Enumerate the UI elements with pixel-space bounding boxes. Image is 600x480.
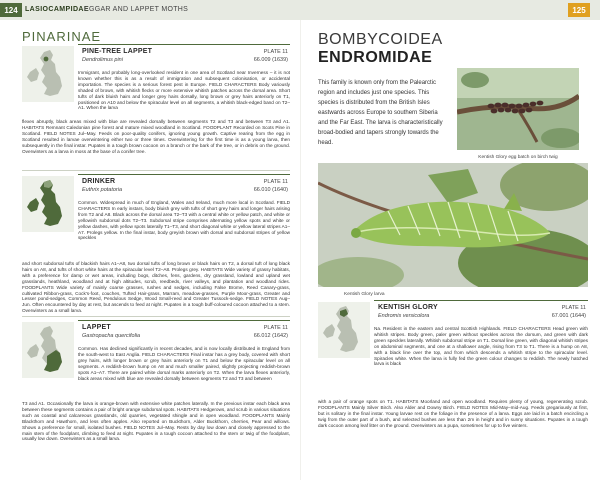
species-latin-name: Euthrix potatoria — [82, 187, 123, 193]
plate-reference: PLATE 11 — [561, 305, 586, 311]
larva-caption: Kentish Glory larva — [344, 292, 385, 297]
page-number-right: 125 — [568, 3, 590, 17]
section-divider — [22, 170, 290, 171]
distribution-map-icon — [318, 302, 370, 358]
species-entry-pine-tree-lappet — [22, 44, 290, 194]
species-name: KENTISH GLORY — [378, 304, 438, 311]
egg-batch-photo — [457, 68, 579, 150]
species-name: DRINKER — [82, 178, 116, 185]
section-divider — [22, 316, 290, 317]
plate-reference: PLATE 11 — [263, 179, 288, 185]
species-header — [78, 174, 290, 198]
species-name: LAPPET — [82, 324, 111, 331]
family-heading: ENDROMIDAE — [318, 49, 433, 66]
species-latin-name: Dendrolimus pini — [82, 57, 123, 63]
species-description-top: Immigrant, and probably long-overlooked resident in one area of Scotland near Inverness – it is not known whether this is as a result of immigration and subsequent colonisation, or accidental importation. The species is a serious forest pest in Europe. FIELD CHARACTERS Body variously shaded of brown, with whitish flecks or more extensive whitish patches across the dorsal area. Short tufts of dark bluish hairs and longer grey hairs dorsally, long brown or grey hairs anteriorly on T1, positioned on A10 and below the spiracular level on all segments, a whitish black-edged band on T2–A1. When the larva — [78, 70, 290, 111]
species-entry-lappet — [22, 320, 290, 470]
species-name: PINE-TREE LAPPET — [82, 48, 153, 55]
species-description-top: Na. Resident in the eastern and central Scottish Highlands. FIELD CHARACTERS Head green with whitish stripes. Body green, paler green without speckles across the dorsum, and green with dark green speckles laterally. Whitish subdorsal stripe on T1. Dorsal line green, with diagonal whitish stripes on abdominal segments, and one at a shallower angle, rising from T3 to T1. There is a hump on A8, with a black line over the top, and from which descends a whitish stripe to the spiracular level. Spiracles white. When the larva is fully fed the green colour changes to reddish. The newly hatched larva is black — [374, 326, 588, 367]
species-entry-kentish-glory — [318, 300, 588, 470]
header-subtitle: EGGAR AND LAPPET MOTHS — [84, 6, 189, 13]
distribution-map-icon — [22, 322, 74, 378]
plate-reference: PLATE 11 — [263, 325, 288, 331]
species-description: and short subdorsal tufts of blackish hairs A1–A8, two dorsal tufts of long brown or black hairs on T2, a dorsal tuft of long black hairs on A8, and tufts of short white hairs at the spiracular level T2–A8. Prolegs grey. HABITATS Wide variety of grassy habitats, with a preference for damp or wet areas, including bogs, ditches, fens, gardens, dry grassland, lowland and upland wet grasslands, heathland, woodland and at high altitudes, scrub, reedbeds, river valleys, and plantation and woodland rides. FOODPLANTS Wide variety of mainly coarse grasses, rushes and sedges, including False Brome, Reed Canary-grass, cultivated Ribbon-grass, Cock's-foot, couches, Tufted Hair-grass, Marram, meadow-grasses, Purple Moor-grass, Greater and Lesser pond-sedges, Common Reed, Pendulous Sedge, Wood Small-reed and Greater Tussock-sedge. FIELD NOTES Aug–Jun. Often encountered by day at rest, but ascends to feed at night. Pupates in a tough buff-coloured cocoon attached to a stem. Overwinters as a small larva. — [22, 261, 290, 313]
distribution-map-icon — [22, 176, 74, 232]
species-description-top: Common. Has declined significantly in recent decades, and is now locally distributed in England from the south-west to East Anglia. FIELD CHARACTERS Final instar has a grey body, covered with short grey hairs, with longer brown or grey hairs anteriorly on T1 and below the spiracular level on all segments. A reddish-brown hump on A8 and much smaller paired, slightly projecting reddish-brown spots A1–A7. There are paired white dorsal marks anteriorly on T2. When the larva flexes anteriorly, black areas mixed with blue are revealed dorsally between segments T2 and T3 and between — [78, 346, 290, 381]
species-description-top: Common. Widespread in much of England, Wales and Ireland, much more local in Scotland. FIELD CHARACTERS In early instars, body bluish grey with tufts of short grey hairs and longer hairs arising from T2 and A8. Black across the dorsal area T2–T3 with a central white or yellow patch, and white or yellowish subdorsal dots T2–T3. Subdorsal stripe comprises alternating yellow spots and white or yellow dashes, with yellow spots laterally T1–T3, and short diagonal white or yellow lateral stripes A1–A7. Prolegs yellow. In the final instar, body greyish brown with dorsal and subdorsal stripes of yellow speckles — [78, 200, 290, 241]
egg-batch-caption: Kentish Glory egg batch on birch twig — [478, 155, 558, 160]
species-latin-name: Endromis versicolora — [378, 313, 430, 319]
species-code: 66.012 (1642) — [253, 333, 288, 339]
species-header — [78, 44, 290, 68]
species-description: flexes abruptly, black areas mixed with blue are revealed dorsally between segments T2 and T3 and between T3 and A1. HABITATS Remnant Caledonian pine forest and mature mixed woodland in Scotland. FOODPLANT Recorded on Scots Pine in Scotland. FIELD NOTES Jul–May. Feeds on poor-quality conifers, ignoring young growth. Captive rearing from the egg in Scotland resulted in larvae overwintering either two or three times. Overwintering for the first time is as a young larva, then subsequently in the final instar. Pupates in a tough brown cocoon on a branch or the bark of the tree, or in debris on the ground. Overwinters as a larva in moss at the base of a conifer tree. — [22, 119, 290, 154]
distribution-map-icon — [22, 46, 74, 102]
species-code: 67.001 (1644) — [551, 313, 586, 319]
species-header — [374, 300, 588, 324]
species-description: with a pair of orange spots on T1. HABITATS Moorland and open woodland. Requires plenty of young, regenerating scrub. FOODPLANTS Mainly Silver Birch. Also Alder and Downy Birch. FIELD NOTES Mid-May–mid-Aug. Feeds gregariously at first, but is solitary in the final instar. Young larvae rest on the foliage in the presence of a larva. Eggs are laid in a batch encircling a twig from the outer part of a bush, and selected bushes are less than 2m in height and in sunny situations. Pupates in a tough dark cocoon among leaf litter on the ground. Overwinters as a pupa, sometimes for up to five winters. — [318, 399, 588, 428]
header-family-label: LASIOCAMPIDAE — [25, 6, 89, 13]
superfamily-heading: BOMBYCOIDEA — [318, 31, 443, 48]
species-code: 66.010 (1640) — [253, 187, 288, 193]
page-number-left: 124 — [0, 3, 22, 17]
species-latin-name: Gastropacha quercifolia — [82, 333, 141, 339]
page-gutter — [300, 20, 301, 480]
species-code: 66.009 (1639) — [253, 57, 288, 63]
plate-reference: PLATE 11 — [263, 49, 288, 55]
larva-photo — [318, 163, 588, 287]
species-header — [78, 320, 290, 344]
species-description: T3 and A1. Occasionally the larva is orange-brown with extensive white patches laterally. In the previous instar each black area between these segments contains a pair of bright orange subdorsal spots. HABITATS Hedgerows, and scrub in various situations such as coastal and calcareous grasslands, old quarries, vegetated shingle and in open woodland. FOODPLANTS Mainly Blackthorn and Hawthorn, and less often apples. Also reported on Buckthorn, Alder Buckthorn, cherries, Pear and willows. Shows a preference for small, isolated bushes. FIELD NOTES Jul–May. Rests by day low down and closely appressed to the main stem of the foodplant, climbing to feed at night. Pupates in a tough cocoon attached to the stem or twig of the foodplant, usually low down. Overwinters as a small larva. — [22, 401, 290, 442]
species-entry-drinker — [22, 174, 290, 314]
page-header — [0, 0, 600, 20]
family-introduction: This family is known only from the Palearctic region and includes just one species. This species is distributed from the British Isles eastwards across Europe to southern Siberia and the Far East. The larva is characteristically broad-bodied and tapers strongly towards the head. — [318, 80, 443, 146]
tribe-heading: PINARINAE — [22, 29, 102, 44]
